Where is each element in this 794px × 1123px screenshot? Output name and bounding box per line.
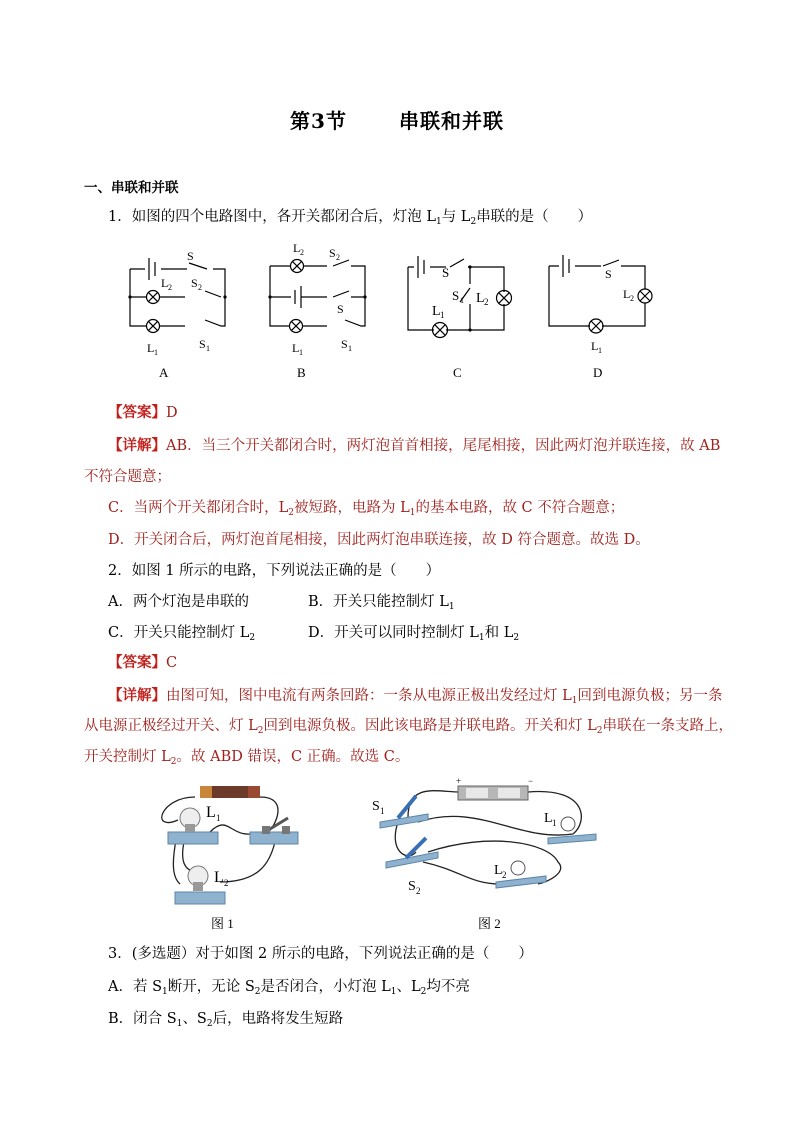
svg-text:L: L bbox=[292, 341, 300, 355]
svg-text:2: 2 bbox=[416, 886, 421, 896]
page-title: 第3节 串联和并联 bbox=[290, 109, 504, 133]
svg-text:−: − bbox=[528, 776, 534, 786]
svg-text:1: 1 bbox=[598, 346, 602, 355]
section-heading: 一、串联和并联 bbox=[84, 180, 179, 196]
detail-1-line-3: C．当两个开关都闭合时，$L_2$被短路，电路为 $L_1$的基本电路，故 C 不符合题意； bbox=[108, 500, 625, 518]
svg-text:1: 1 bbox=[154, 348, 158, 357]
svg-text:1: 1 bbox=[552, 818, 557, 828]
option-2c: C．开关只能控制灯 $L_2$ bbox=[108, 625, 256, 643]
svg-text:1: 1 bbox=[299, 348, 303, 357]
question-1-stem: 1．如图的四个电路图中，各开关都闭合后，灯泡 $L_1$与 $L_2$串联的是（ ） bbox=[108, 209, 593, 227]
svg-text:L: L bbox=[161, 276, 169, 290]
svg-text:2: 2 bbox=[630, 294, 634, 303]
svg-text:2: 2 bbox=[168, 283, 172, 292]
svg-text:1: 1 bbox=[380, 806, 385, 816]
svg-text:S: S bbox=[341, 337, 348, 351]
svg-text:1: 1 bbox=[206, 344, 210, 353]
svg-text:L: L bbox=[206, 804, 216, 821]
svg-text:S: S bbox=[372, 799, 380, 814]
svg-text:S: S bbox=[199, 337, 206, 351]
question-2-stem: 2．如图 1 所示的电路，下列说法正确的是（ ） bbox=[108, 563, 441, 579]
answer-1: 【答案】D bbox=[108, 404, 178, 421]
svg-text:S: S bbox=[442, 265, 450, 280]
svg-text:S: S bbox=[452, 288, 460, 303]
circuit-diagram-b bbox=[265, 240, 375, 360]
svg-text:S: S bbox=[408, 879, 416, 894]
svg-text:L: L bbox=[432, 304, 441, 319]
figure-1-circuit bbox=[150, 772, 310, 912]
svg-text:2: 2 bbox=[502, 870, 507, 880]
svg-text:1: 1 bbox=[460, 296, 464, 305]
svg-text:L: L bbox=[623, 287, 631, 301]
option-3b: B．闭合 $S_1$、$S_2$后，电路将发生短路 bbox=[108, 1011, 344, 1029]
svg-text:1: 1 bbox=[440, 310, 445, 320]
svg-text:S: S bbox=[191, 276, 198, 290]
circuit-label-c: C bbox=[453, 365, 462, 380]
svg-text:L: L bbox=[293, 241, 301, 255]
figure-1-caption: 图 1 bbox=[211, 916, 234, 931]
svg-text:2: 2 bbox=[484, 297, 489, 307]
option-2d: D．开关可以同时控制灯 $L_1$和 $L_2$ bbox=[308, 625, 520, 643]
option-2a: A．两个灯泡是串联的 bbox=[108, 594, 249, 610]
answer-2: 【答案】C bbox=[108, 654, 178, 671]
question-3-stem: 3．(多选题）对于如图 2 所示的电路，下列说法正确的是（ ） bbox=[108, 946, 533, 962]
svg-text:2: 2 bbox=[224, 878, 229, 888]
svg-text:2: 2 bbox=[336, 253, 340, 262]
svg-text:2: 2 bbox=[198, 283, 202, 292]
circuit-diagram-d bbox=[545, 240, 655, 360]
detail-1-line-2: 不符合题意； bbox=[84, 469, 171, 485]
svg-text:1: 1 bbox=[216, 813, 221, 823]
detail-1-line-4: D．开关闭合后，两灯泡首尾相接，因此两灯泡串联连接，故 D 符合题意。故选 D。 bbox=[108, 532, 650, 548]
svg-text:2: 2 bbox=[300, 248, 304, 257]
detail-2-line-3: 开关控制灯 $L_2$。故 ABD 错误，C 正确。故选 C。 bbox=[84, 749, 410, 767]
option-3a: A．若 $S_1$断开，无论 $S_2$是否闭合，小灯泡 $L_1$、$L_2$均不亮 bbox=[108, 979, 470, 997]
switch-s1-icon bbox=[380, 796, 428, 828]
svg-text:L: L bbox=[147, 341, 155, 355]
svg-text:L: L bbox=[544, 811, 553, 826]
svg-text:S: S bbox=[187, 249, 194, 263]
svg-text:L: L bbox=[591, 339, 599, 353]
figure-2-circuit bbox=[368, 772, 608, 912]
detail-2-line-2: 从电源正极经过开关、灯 $L_2$回到电源负极。因此该电路是并联电路。开关和灯 $L_2$串联在一条支路上， bbox=[84, 718, 733, 736]
svg-text:S: S bbox=[337, 302, 344, 316]
svg-text:L: L bbox=[494, 863, 503, 878]
circuit-diagram-c bbox=[400, 240, 520, 360]
svg-text:1: 1 bbox=[348, 344, 352, 353]
circuit-label-b: B bbox=[297, 365, 306, 380]
battery-icon bbox=[456, 776, 533, 800]
circuit-label-a: A bbox=[159, 365, 169, 380]
option-2b: B．开关只能控制灯 $L_1$ bbox=[308, 594, 455, 612]
detail-2-line-1: 【详解】由图可知，图中电流有两条回路：一条从电源正极出发经过灯 $L_1$回到电源负极；另一条 bbox=[108, 687, 723, 706]
svg-text:L: L bbox=[214, 869, 224, 886]
svg-text:+: + bbox=[456, 776, 462, 786]
circuit-label-d: D bbox=[593, 365, 603, 380]
detail-1-line-1: 【详解】AB．当三个开关都闭合时，两灯泡首首相接，尾尾相接，因此两灯泡并联连接，故 AB bbox=[108, 437, 721, 454]
svg-text:S: S bbox=[329, 246, 336, 260]
circuit-diagram-a bbox=[125, 240, 235, 360]
svg-text:L: L bbox=[476, 291, 485, 306]
switch-icon bbox=[250, 818, 298, 844]
figure-2-caption: 图 2 bbox=[478, 916, 501, 931]
svg-text:S: S bbox=[605, 267, 612, 281]
